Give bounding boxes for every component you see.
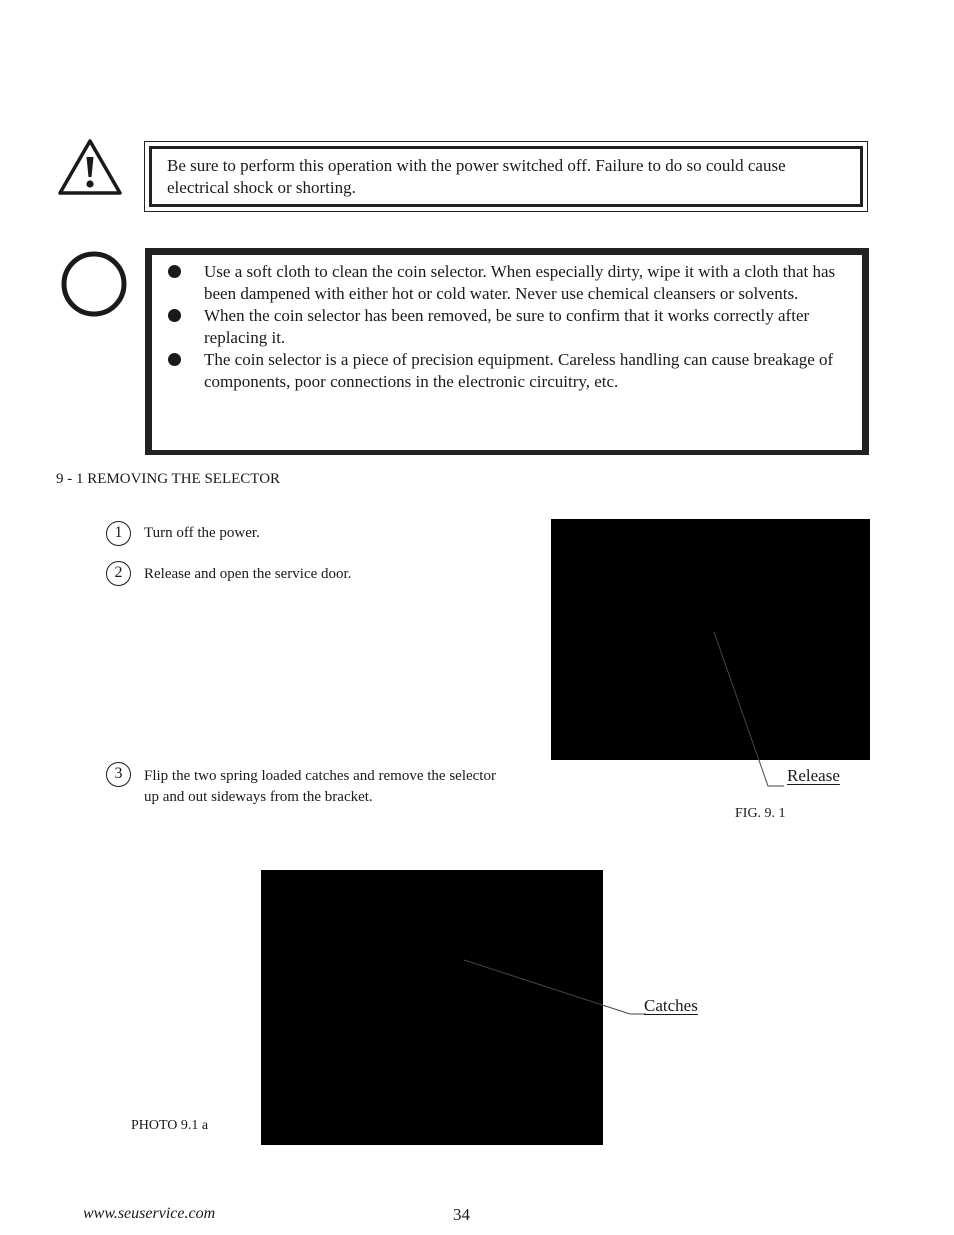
catches-label: Catches	[644, 996, 698, 1015]
step-text-3: Flip the two spring loaded catches and remove the selector up and out sideways from the bracket.	[144, 768, 496, 805]
catches-leader-line	[450, 950, 650, 1020]
step-number-3: 3	[106, 762, 131, 787]
bullet-icon	[168, 265, 181, 278]
caution-item-text: When the coin selector has been removed, be sure to confirm that it works correctly after replacing it.	[204, 306, 810, 347]
caution-list	[167, 261, 857, 393]
footer-url: www.seuservice.com	[83, 1205, 216, 1222]
step-number-1: 1	[106, 521, 131, 546]
bullet-icon	[168, 309, 181, 322]
caution-item-text: The coin selector is a piece of precision equipment. Careless handling can cause breakage of components, poor connections in the electronic circuitry, etc.	[204, 350, 834, 391]
caution-item	[167, 305, 857, 349]
release-leader-line	[700, 620, 860, 790]
caution-box	[145, 248, 869, 455]
step-number-2: 2	[106, 561, 131, 586]
caution-item	[167, 261, 857, 305]
warning-text: Be sure to perform this operation with the power switched off. Failure to do so could cause electrical shock or shorting.	[167, 156, 786, 197]
warning-triangle-icon	[56, 137, 124, 197]
photo-caption: PHOTO 9.1 a	[131, 1118, 209, 1133]
release-label: Release	[787, 766, 840, 785]
bullet-icon	[168, 353, 181, 366]
circle-icon	[60, 250, 128, 318]
section-title: 9 - 1 REMOVING THE SELECTOR	[56, 471, 281, 487]
step-text-1: Turn off the power.	[144, 525, 260, 541]
caution-item	[167, 349, 857, 393]
warning-box	[144, 141, 868, 212]
caution-item-text: Use a soft cloth to clean the coin selector. When especially dirty, wipe it with a cloth that has been dampened with either hot or cold water. Never use chemical cleansers or solvents.	[204, 262, 836, 303]
figure-caption: FIG. 9. 1	[735, 806, 786, 821]
step-text-2: Release and open the service door.	[144, 566, 352, 582]
page-number: 34	[453, 1205, 470, 1224]
